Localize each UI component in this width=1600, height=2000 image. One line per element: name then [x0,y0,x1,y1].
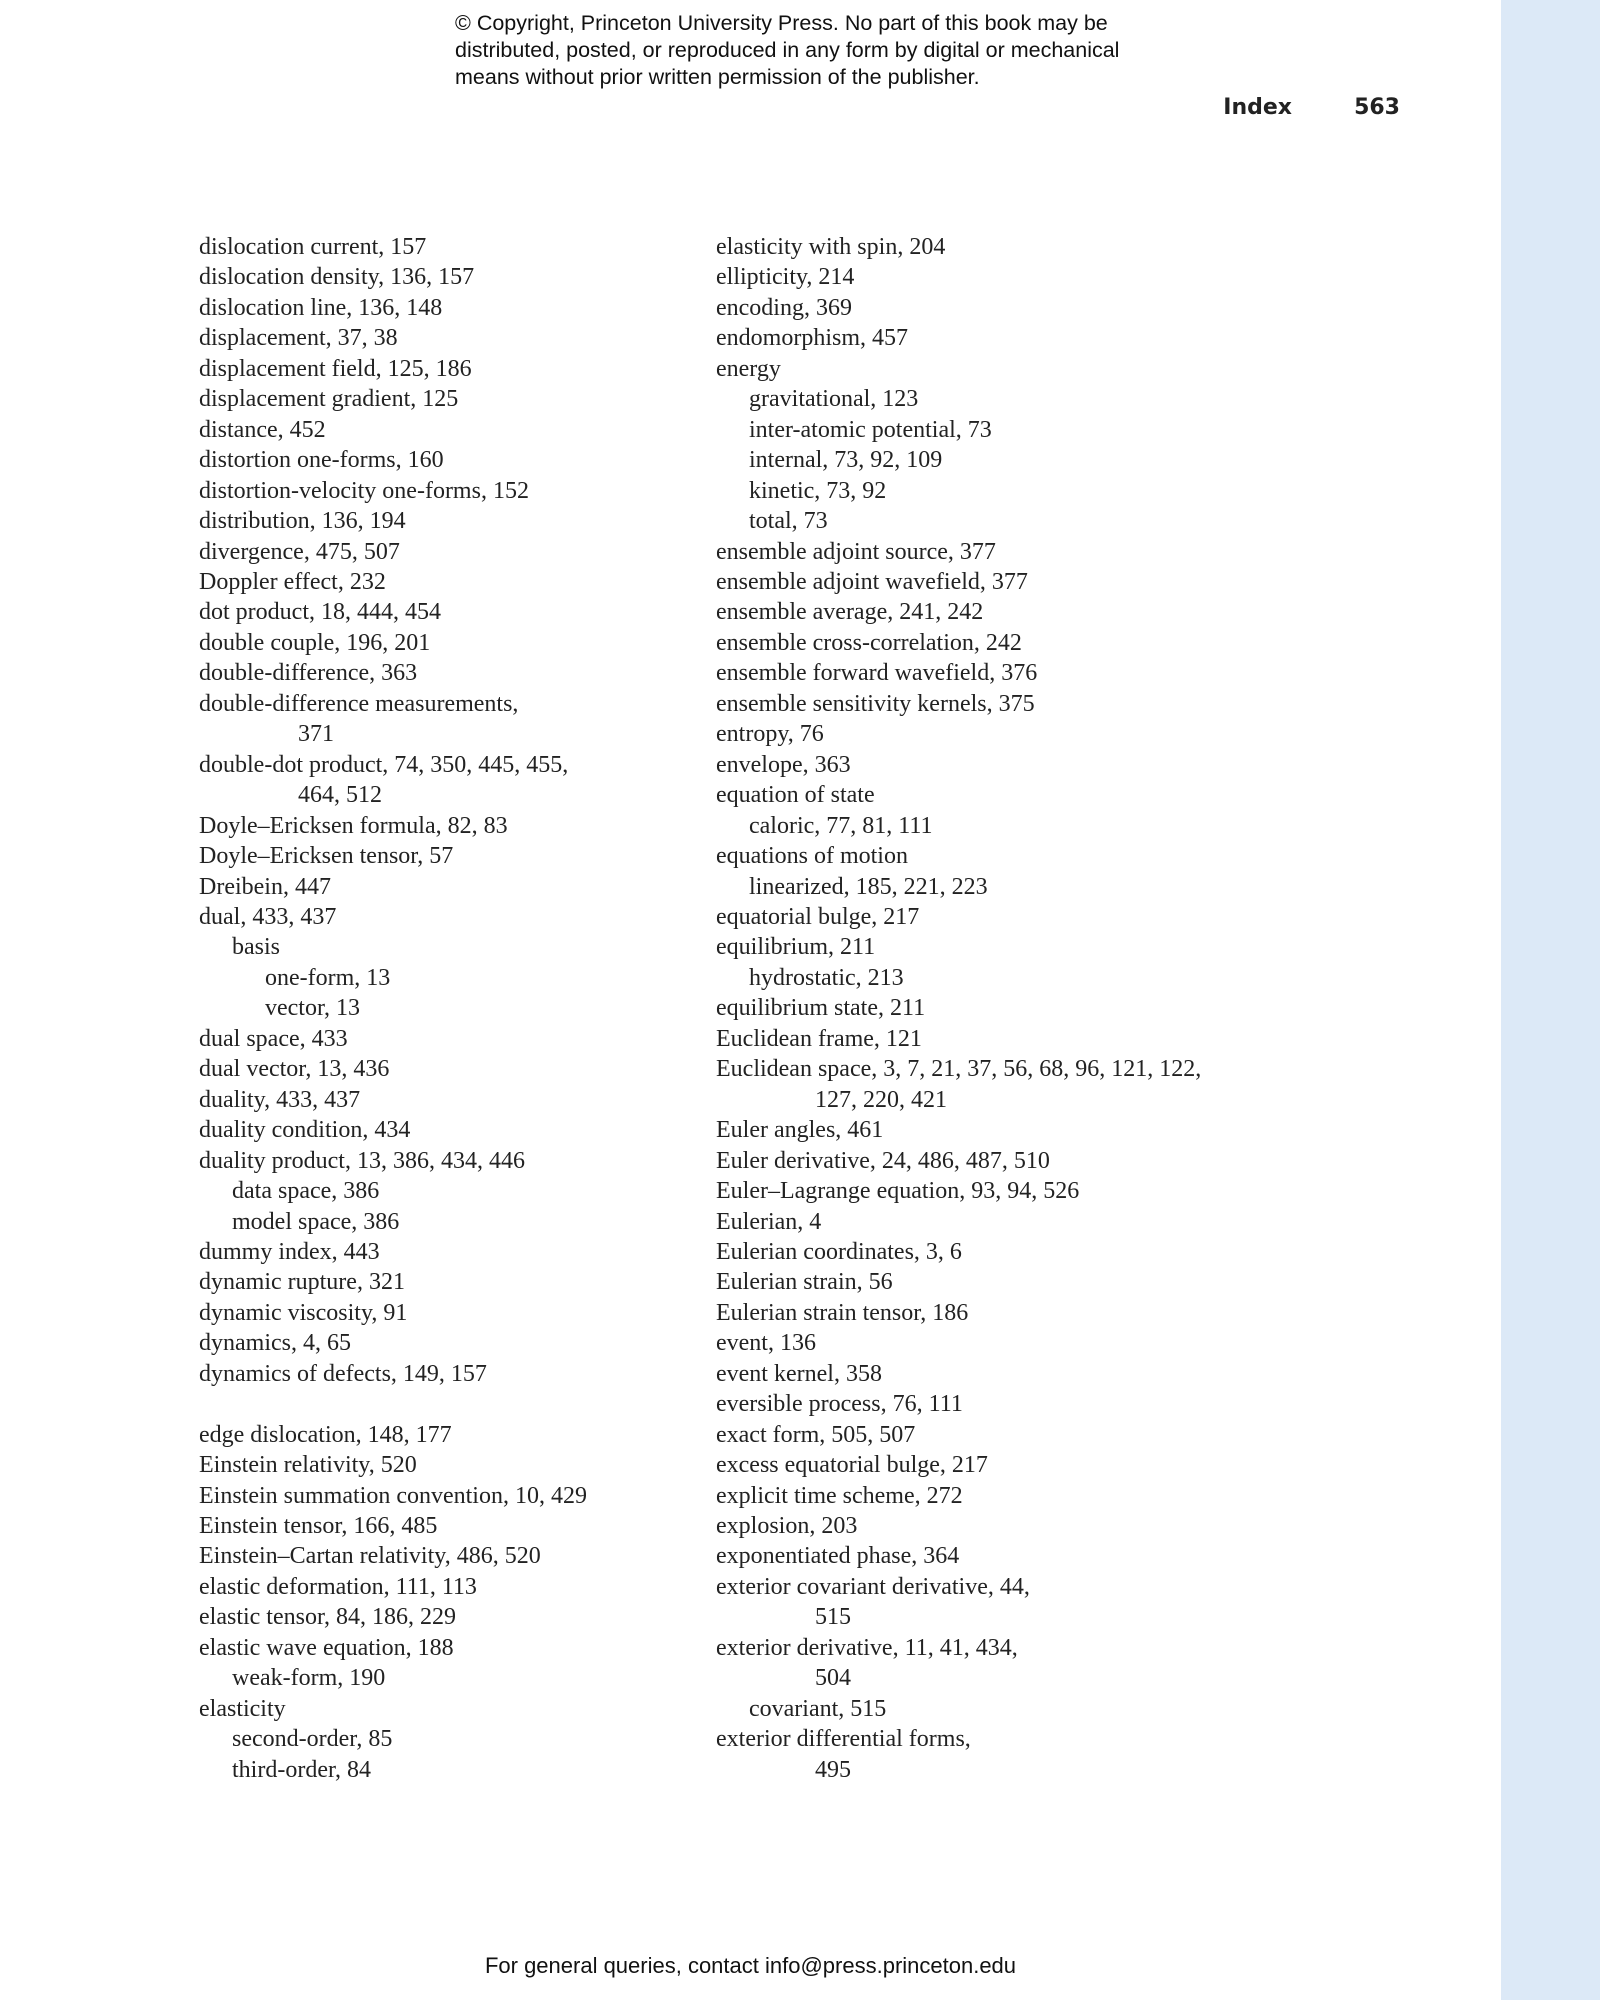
index-entry: Eulerian strain, 56 [716,1269,893,1296]
index-entry: Dreibein, 447 [199,873,331,900]
index-entry: exterior derivative, 11, 41, 434, [716,1634,1018,1661]
copyright-line: distributed, posted, or reproduced in any form by digital or mechanical [455,38,1120,62]
index-entry: dynamic rupture, 321 [199,1269,405,1296]
index-entry-continuation: 504 [815,1665,851,1692]
index-entry: elasticity with spin, 204 [716,234,946,260]
index-entry: Einstein tensor, 166, 485 [199,1513,438,1540]
index-entry: displacement, 37, 38 [199,325,398,352]
footer-contact: For general queries, contact info@press.princeton.edu [484,1953,1017,1978]
index-entry: Doppler effect, 232 [199,568,386,595]
index-entry: equation of state [716,782,875,809]
index-entry: Euler derivative, 24, 486, 487, 510 [716,1147,1050,1174]
index-entry: envelope, 363 [716,751,851,778]
index-entry: energy [716,355,781,382]
index-entry: event, 136 [716,1330,816,1357]
index-entry: endomorphism, 457 [716,325,908,352]
index-entry: dynamics, 4, 65 [199,1330,351,1357]
index-subentry: caloric, 77, 81, 111 [749,812,933,839]
index-entry: Euler–Lagrange equation, 93, 94, 526 [716,1178,1080,1205]
index-subentry: inter-atomic potential, 73 [749,416,992,443]
index-entry: duality, 433, 437 [199,1086,361,1113]
index-subentry: internal, 73, 92, 109 [749,447,943,474]
index-entry: dislocation density, 136, 157 [199,264,475,291]
index-entry: double-difference measurements, [199,690,519,717]
index-entry-continuation: 515 [815,1604,851,1631]
index-entry: Euclidean space, 3, 7, 21, 37, 56, 68, 96, 121, 122, [716,1056,1202,1083]
index-entry: distortion one-forms, 160 [199,447,444,474]
index-entry: equations of motion [716,843,908,870]
index-subentry: third-order, 84 [232,1756,371,1783]
index-entry: eversible process, 76, 111 [716,1391,963,1418]
index-entry: dot product, 18, 444, 454 [199,599,441,626]
copyright-notice [455,10,1215,91]
index-subentry: vector, 13 [265,995,361,1022]
index-entry: distance, 452 [199,416,326,443]
index-entry-continuation: 495 [815,1756,851,1783]
index-entry: encoding, 369 [716,294,852,321]
index-entry: Einstein–Cartan relativity, 486, 520 [199,1543,541,1570]
index-entry: edge dislocation, 148, 177 [199,1421,452,1448]
index-entry: ellipticity, 214 [716,264,855,291]
index-entry: ensemble adjoint wavefield, 377 [716,568,1028,595]
index-subentry: total, 73 [749,508,828,535]
index-entry: distortion-velocity one-forms, 152 [199,477,529,504]
page-margin-band [1501,0,1600,2000]
index-subentry: weak-form, 190 [232,1665,386,1692]
index-entry: dual space, 433 [199,1025,348,1052]
index-entry: double couple, 196, 201 [199,629,431,656]
index-entry: ensemble forward wavefield, 376 [716,660,1038,687]
index-entry: explosion, 203 [716,1513,858,1540]
index-entry: ensemble cross-correlation, 242 [716,629,1022,656]
index-entry: equatorial bulge, 217 [716,903,920,930]
index-entry: dual vector, 13, 436 [199,1056,390,1083]
copyright-line: © Copyright, Princeton University Press. No part of this book may be [455,11,1108,35]
index-entry: distribution, 136, 194 [199,508,406,535]
index-subentry: model space, 386 [232,1208,400,1235]
index-entry: Einstein summation convention, 10, 429 [199,1482,587,1509]
index-entry: equilibrium, 211 [716,934,876,961]
page-number: 563 [1354,95,1400,120]
index-column-left [199,232,689,1785]
index-entry: duality product, 13, 386, 434, 446 [199,1147,525,1174]
index-entry: Euclidean frame, 121 [716,1025,922,1052]
running-head [1180,95,1400,125]
index-entry: Eulerian, 4 [716,1208,822,1235]
index-entry: duality condition, 434 [199,1117,411,1144]
index-subentry: gravitational, 123 [749,386,919,413]
index-subentry: linearized, 185, 221, 223 [749,873,988,900]
index-subentry: hydrostatic, 213 [749,964,904,991]
index-entry: Doyle–Ericksen formula, 82, 83 [199,812,508,839]
index-entry-continuation: 464, 512 [298,782,382,809]
index-entry: ensemble adjoint source, 377 [716,538,996,565]
index-entry: excess equatorial bulge, 217 [716,1452,988,1479]
index-entry-continuation: 127, 220, 421 [815,1086,947,1113]
index-subentry: basis [232,934,280,961]
index-subentry: data space, 386 [232,1178,380,1205]
index-column-right [716,232,1236,1785]
index-entry: Euler angles, 461 [716,1117,884,1144]
index-entry: ensemble average, 241, 242 [716,599,984,626]
copyright-line: means without prior written permission of the publisher. [455,65,980,89]
index-entry: Eulerian strain tensor, 186 [716,1299,969,1326]
index-entry: dynamic viscosity, 91 [199,1299,408,1326]
index-subentry: covariant, 515 [749,1695,887,1722]
index-entry: displacement field, 125, 186 [199,355,472,382]
index-entry: exact form, 505, 507 [716,1421,916,1448]
index-entry: entropy, 76 [716,721,824,748]
index-entry: event kernel, 358 [716,1360,882,1387]
index-entry: dislocation line, 136, 148 [199,294,443,321]
index-entry: displacement gradient, 125 [199,386,459,413]
index-entry: equilibrium state, 211 [716,995,926,1022]
index-entry: dislocation current, 157 [199,234,427,260]
index-entry: divergence, 475, 507 [199,538,400,565]
index-entry: elastic wave equation, 188 [199,1634,454,1661]
index-entry: explicit time scheme, 272 [716,1482,963,1509]
index-entry: exterior covariant derivative, 44, [716,1573,1030,1600]
index-entry: exterior differential forms, [716,1726,971,1753]
index-entry: ensemble sensitivity kernels, 375 [716,690,1035,717]
index-entry: dynamics of defects, 149, 157 [199,1360,487,1387]
index-entry: elastic tensor, 84, 186, 229 [199,1604,456,1631]
index-entry: Doyle–Ericksen tensor, 57 [199,843,454,870]
index-entry: dual, 433, 437 [199,903,337,930]
index-entry: dummy index, 443 [199,1238,380,1265]
letter-group-spacer [199,1389,689,1419]
index-entry: exponentiated phase, 364 [716,1543,960,1570]
index-entry: double-dot product, 74, 350, 445, 455, [199,751,569,778]
index-entry: elastic deformation, 111, 113 [199,1573,477,1600]
index-entry: double-difference, 363 [199,660,418,687]
index-entry: Eulerian coordinates, 3, 6 [716,1238,962,1265]
section-title: Index [1223,95,1292,120]
index-entry-continuation: 371 [298,721,334,748]
index-entry: Einstein relativity, 520 [199,1452,417,1479]
index-subentry: kinetic, 73, 92 [749,477,887,504]
index-entry: elasticity [199,1695,286,1722]
index-subentry: second-order, 85 [232,1726,393,1753]
index-subentry: one-form, 13 [265,964,391,991]
